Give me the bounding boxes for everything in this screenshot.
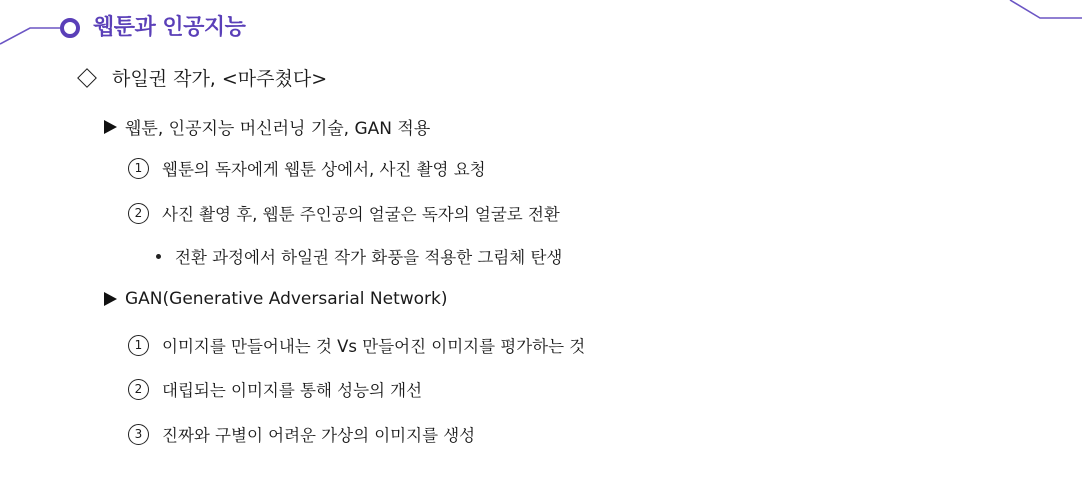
header-right-line (1010, 0, 1082, 18)
list-item (128, 201, 560, 225)
list-item-text: 이미지를 만들어내는 것 Vs 만들어진 이미지를 평가하는 것 (162, 337, 586, 356)
circle-node-icon (62, 20, 78, 36)
diamond-icon (77, 68, 97, 88)
list-item-text: 대립되는 이미지를 통해 성능의 개선 (162, 381, 423, 400)
list-item (128, 377, 422, 401)
circled-number-icon: 2 (128, 379, 149, 400)
section1-heading-row (104, 114, 430, 139)
circled-number-icon: 2 (128, 203, 149, 224)
list-item (128, 156, 486, 180)
list-item-text: 웹툰의 독자에게 웹툰 상에서, 사진 촬영 요청 (162, 160, 486, 179)
circled-number-icon: 1 (128, 158, 149, 179)
sub-bullet-row (152, 244, 562, 268)
list-item-text: 진짜와 구별이 어려운 가상의 이미지를 생성 (162, 426, 476, 445)
triangle-bullet-icon (104, 120, 117, 134)
sub-bullet-text: 전환 과정에서 하일권 작가 화풍을 적용한 그림체 탄생 (175, 248, 563, 267)
list-item (128, 333, 585, 357)
page-title: 웹툰과 인공지능 (93, 15, 246, 40)
triangle-bullet-icon (104, 292, 117, 306)
dot-bullet-icon (156, 254, 161, 259)
section1-heading: 웹툰, 인공지능 머신러닝 기술, GAN 적용 (125, 119, 431, 139)
section2-heading-row (104, 289, 448, 309)
list-item-text: 사진 촬영 후, 웹툰 주인공의 얼굴은 독자의 얼굴로 전환 (162, 205, 560, 224)
header-left-line (0, 28, 60, 44)
topic-text: 하일권 작가, <마주쳤다> (112, 68, 328, 90)
topic-row (76, 64, 327, 91)
circled-number-icon: 1 (128, 335, 149, 356)
section2-heading: GAN(Generative Adversarial Network) (125, 289, 448, 309)
list-item (128, 422, 475, 446)
circled-number-icon: 3 (128, 424, 149, 445)
